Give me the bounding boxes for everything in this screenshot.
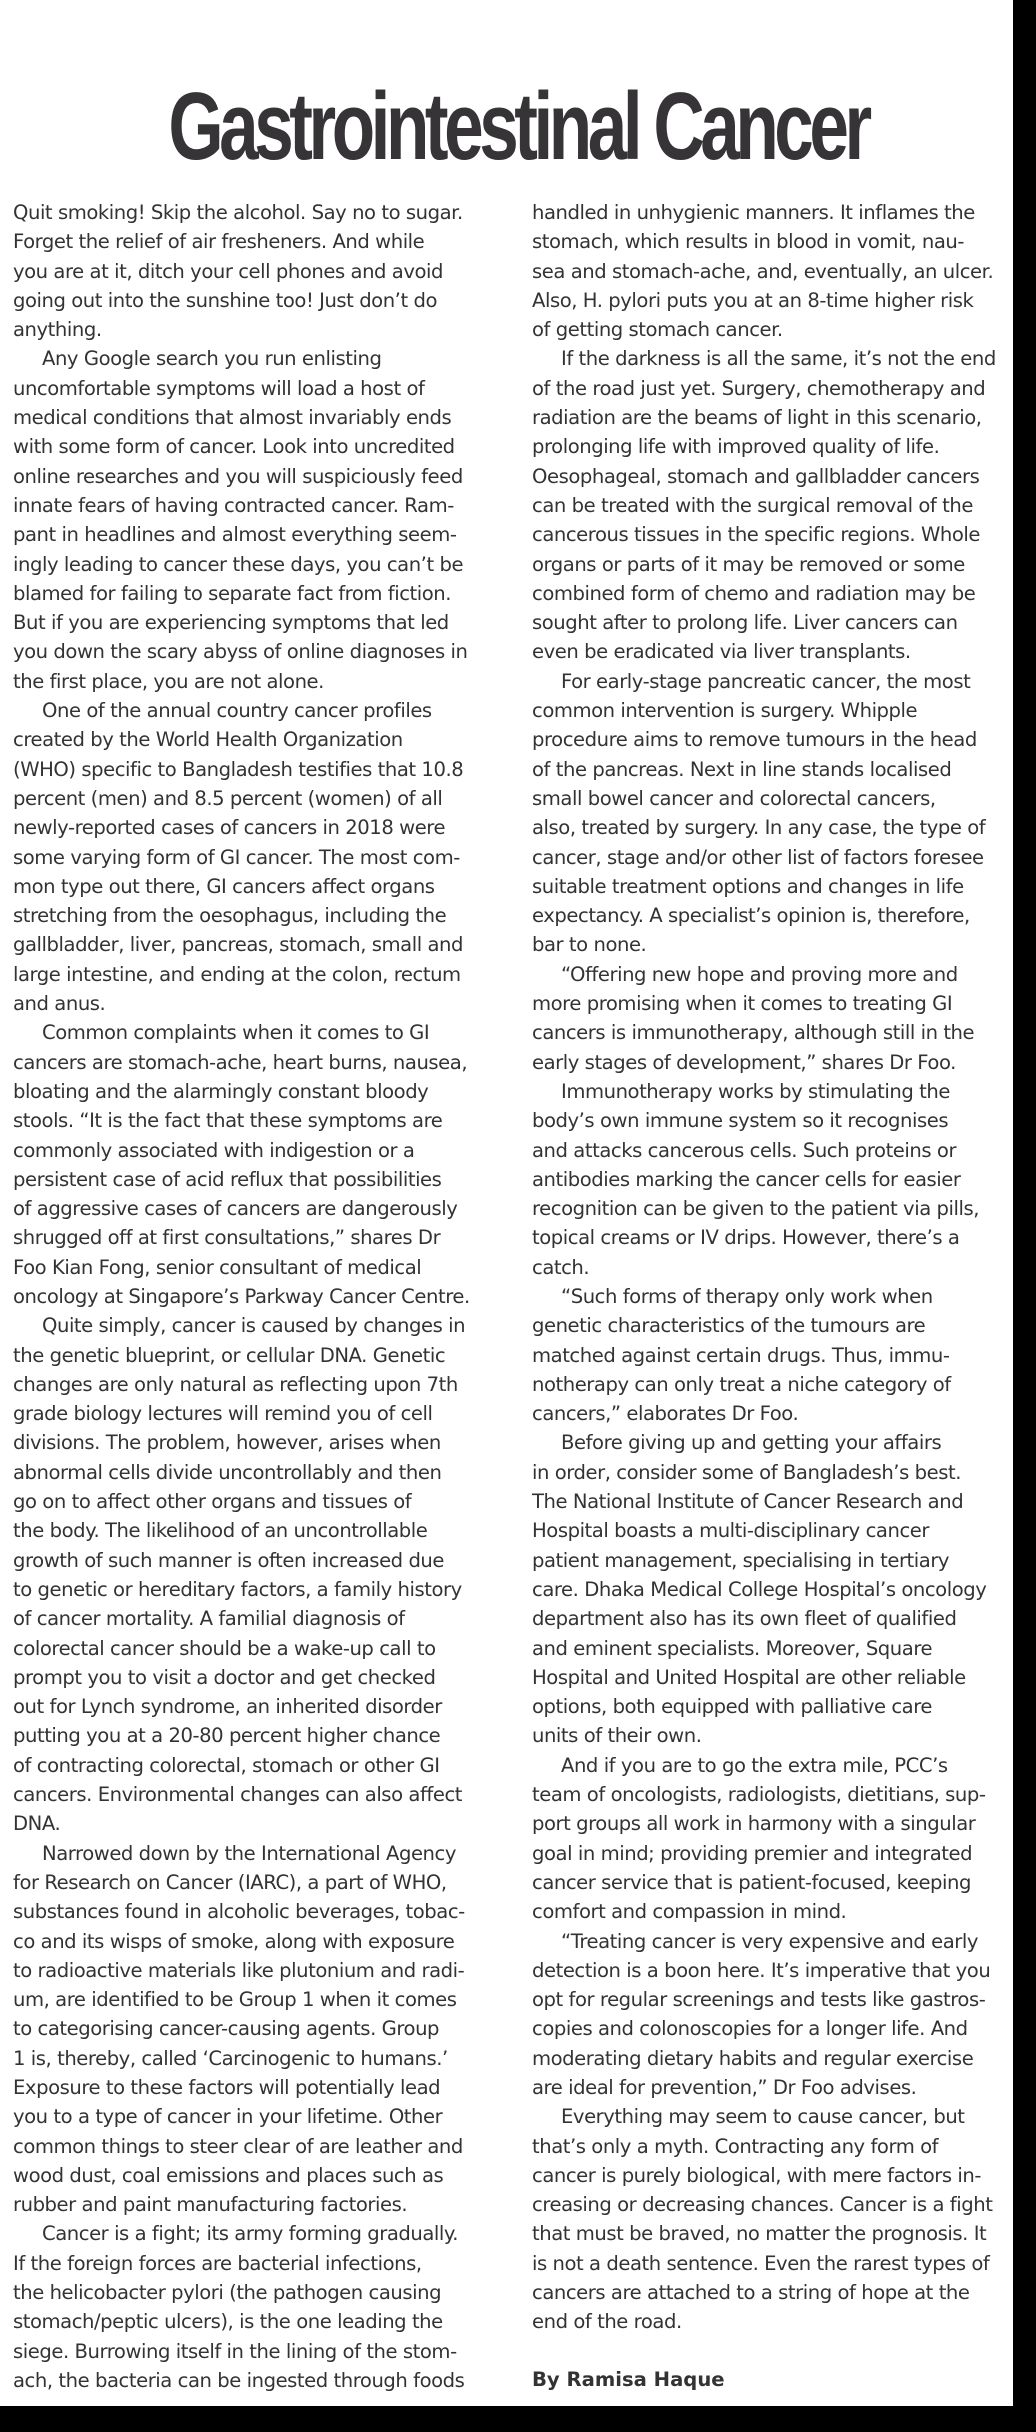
text-line: co and its wisps of smoke, along with exposure [13, 1929, 455, 1953]
text-line: team of oncologists, radiologists, dietitians, sup- [532, 1783, 986, 1807]
text-line: recognition can be given to the patient via pills, [532, 1197, 980, 1221]
text-line: cancer service that is patient-focused, keeping [532, 1870, 971, 1894]
left-column [13, 198, 503, 2395]
text-line: grade biology lectures will remind you of cell [13, 1402, 433, 1426]
text-line: Hospital boasts a multi-disciplinary cancer [532, 1519, 929, 1543]
text-line: wood dust, coal emissions and places such as [13, 2163, 444, 2187]
text-line: siege. Burrowing itself in the lining of the stom- [13, 2339, 457, 2363]
article-title: Gastrointestinal Cancer [168, 73, 868, 180]
text-line: comfort and compassion in mind. [532, 1900, 847, 1924]
text-line: body’s own immune system so it recognises [532, 1109, 949, 1133]
text-line: early stages of development,” shares Dr Foo. [532, 1050, 956, 1074]
text-line: newly-reported cases of cancers in 2018 were [13, 816, 446, 840]
text-line: and anus. [13, 992, 106, 1016]
text-line: Exposure to these factors will potentially lead [13, 2076, 441, 2099]
text-line: Forget the relief of air fresheners. And while [13, 230, 425, 254]
text-line: of aggressive cases of cancers are dangerously [13, 1197, 458, 1221]
text-line: of the road just yet. Surgery, chemotherapy and [532, 376, 986, 400]
text-line: sea and stomach-ache, and, eventually, an ulcer. [532, 259, 994, 283]
text-line: to categorising cancer-causing agents. Group [13, 2017, 440, 2041]
text-line: radiation are the beams of light in this scenario, [532, 406, 982, 430]
text-line: small bowel cancer and colorectal cancers, [532, 786, 936, 810]
text-line: abnormal cells divide uncontrollably and then [13, 1460, 442, 1484]
text-line: procedure aims to remove tumours in the head [532, 728, 977, 752]
text-line: created by the World Health Organization [13, 728, 403, 752]
text-line: percent (men) and 8.5 percent (women) of all [13, 786, 443, 810]
text-line: with some form of cancer. Look into uncredited [13, 435, 455, 459]
text-line: of getting stomach cancer. [532, 318, 783, 342]
text-line: pant in headlines and almost everything seem- [13, 523, 457, 547]
text-line: For early-stage pancreatic cancer, the most [561, 669, 971, 693]
text-line: uncomfortable symptoms will load a host of [13, 376, 425, 400]
text-line: some varying form of GI cancer. The most com- [13, 845, 460, 869]
text-line: If the darkness is all the same, it’s not the end [561, 347, 996, 371]
text-line: cancers,” elaborates Dr Foo. [532, 1402, 799, 1426]
text-line: (WHO) specific to Bangladesh testifies that 10.8 [13, 757, 464, 781]
text-line: “Treating cancer is very expensive and early [561, 1929, 979, 1953]
text-line: common intervention is surgery. Whipple [532, 699, 918, 723]
text-line: The National Institute of Cancer Research and [532, 1490, 964, 1514]
text-line: online researches and you will suspiciously feed [13, 464, 463, 488]
text-line: catch. [532, 1255, 590, 1279]
text-line: ach, the bacteria can be ingested through foods [13, 2368, 465, 2392]
text-line: bloating and the alarmingly constant bloody [13, 1079, 429, 1103]
text-line: cancer is purely biological, with mere factors in- [532, 2163, 981, 2187]
text-line: going out into the sunshine too! Just don’t do [13, 288, 437, 312]
text-line: detection is a boon here. It’s imperative that you [532, 1958, 991, 1982]
text-line: commonly associated with indigestion or a [13, 1138, 415, 1162]
text-line: cancer, stage and/or other list of factors foresee [532, 845, 984, 869]
text-line: is not a death sentence. Even the rarest types of [532, 2251, 990, 2275]
text-line: Quit smoking! Skip the alcohol. Say no to sugar. [13, 201, 463, 224]
text-line: substances found in alcoholic beverages, tobac- [13, 1900, 465, 1924]
text-line: Also, H. pylori puts you at an 8-time higher risk [532, 288, 974, 312]
text-line: anything. [13, 318, 102, 342]
text-line: stretching from the oesophagus, including the [13, 904, 447, 928]
text-line: also, treated by surgery. In any case, the type of [532, 816, 986, 840]
text-line: go on to affect other organs and tissues of [13, 1490, 412, 1514]
text-line: Foo Kian Fong, senior consultant of medical [13, 1255, 422, 1279]
text-line: bar to none. [532, 933, 647, 957]
text-line: “Offering new hope and proving more and [561, 962, 958, 986]
text-line: And if you are to go the extra mile, PCC’s [561, 1753, 948, 1777]
text-line: cancers. Environmental changes can also affect [13, 1783, 462, 1807]
text-line: Immunotherapy works by stimulating the [561, 1079, 950, 1103]
text-line: oncology at Singapore’s Parkway Cancer Centre. [13, 1284, 470, 1308]
text-line: more promising when it comes to treating GI [532, 992, 953, 1016]
text-line: care. Dhaka Medical College Hospital’s oncology [532, 1577, 987, 1601]
text-line: colorectal cancer should be a wake-up call to [13, 1636, 436, 1660]
text-line: But if you are experiencing symptoms that led [13, 611, 449, 635]
text-line: cancers are attached to a string of hope at the [532, 2281, 970, 2305]
text-line: cancers are stomach-ache, heart burns, nausea, [13, 1050, 468, 1074]
text-line: innate fears of having contracted cancer. Ram- [13, 493, 454, 517]
text-line: organs or parts of it may be removed or some [532, 552, 965, 576]
text-line: 1 is, thereby, called ‘Carcinogenic to humans.’ [13, 2046, 448, 2070]
text-line: stomach/peptic ulcers), is the one leading the [13, 2310, 443, 2334]
text-line: suitable treatment options and changes in life [532, 874, 964, 898]
text-line: matched against certain drugs. Thus, immu- [532, 1343, 950, 1367]
text-line: changes are only natural as reflecting upon 7th [13, 1372, 458, 1396]
text-line: blamed for failing to separate fact from fiction. [13, 581, 452, 605]
text-line: notherapy can only treat a niche category of [532, 1372, 951, 1396]
text-line: Cancer is a fight; its army forming gradually. [42, 2222, 459, 2246]
author-byline: By Ramisa Haque [532, 2367, 725, 2391]
text-line: goal in mind; providing premier and integrated [532, 1841, 973, 1865]
text-line: copies and colonoscopies for a longer life. And [532, 2017, 968, 2041]
text-line: the genetic blueprint, or cellular DNA. Genetic [13, 1343, 446, 1367]
text-line: units of their own. [532, 1724, 702, 1748]
text-line: you are at it, ditch your cell phones and avoid [13, 259, 444, 283]
text-line: expectancy. A specialist’s opinion is, therefore, [532, 904, 970, 928]
text-line: patient management, specialising in tertiary [532, 1548, 950, 1572]
text-line: opt for regular screenings and tests like gastros- [532, 1988, 986, 2012]
text-line: Common complaints when it comes to GI [42, 1021, 430, 1045]
text-line: that must be braved, no matter the prognosis. It [532, 2222, 987, 2246]
text-line: to genetic or hereditary factors, a family history [13, 1577, 462, 1601]
text-line: handled in unhygienic manners. It inflames the [532, 201, 975, 224]
text-line: the helicobacter pylori (the pathogen causing [13, 2281, 442, 2305]
text-line: mon type out there, GI cancers affect organs [13, 874, 435, 898]
text-line: for Research on Cancer (IARC), a part of WHO, [13, 1870, 447, 1894]
text-line: rubber and paint manufacturing factories. [13, 2193, 408, 2217]
text-line: Hospital and United Hospital are other reliable [532, 1665, 966, 1689]
text-line: department also has its own fleet of qualified [532, 1607, 957, 1631]
text-line: Quite simply, cancer is caused by changes in [42, 1314, 466, 1338]
text-line: um, are identified to be Group 1 when it comes [13, 1988, 457, 2012]
text-line: Everything may seem to cause cancer, but [561, 2105, 965, 2129]
text-line: cancers is immunotherapy, although still in the [532, 1021, 975, 1045]
text-line: options, both equipped with palliative care [532, 1695, 933, 1719]
text-line: you down the scary abyss of online diagnoses in [13, 640, 468, 664]
text-line: can be treated with the surgical removal of the [532, 493, 973, 517]
text-line: end of the road. [532, 2310, 682, 2334]
text-line: medical conditions that almost invariably ends [13, 406, 452, 430]
text-line: “Such forms of therapy only work when [561, 1284, 933, 1308]
text-line: are ideal for prevention,” Dr Foo advises. [532, 2076, 917, 2099]
text-line: DNA. [13, 1812, 61, 1836]
text-line: even be eradicated via liver transplants. [532, 640, 911, 664]
text-line: in order, consider some of Bangladesh’s best. [532, 1460, 961, 1484]
text-line: the body. The likelihood of an uncontrollable [13, 1519, 428, 1543]
text-line: moderating dietary habits and regular exercise [532, 2046, 974, 2070]
text-line: the first place, you are not alone. [13, 669, 324, 693]
text-line: of cancer mortality. A familial diagnosis of [13, 1607, 405, 1631]
text-line: and attacks cancerous cells. Such proteins or [532, 1138, 957, 1162]
text-line: genetic characteristics of the tumours are [532, 1314, 926, 1338]
text-line: Oesophageal, stomach and gallbladder cancers [532, 464, 980, 488]
text-line: stomach, which results in blood in vomit, nau- [532, 230, 964, 254]
text-line: gallbladder, liver, pancreas, stomach, small and [13, 933, 463, 957]
text-line: growth of such manner is often increased due [13, 1548, 444, 1572]
text-line: divisions. The problem, however, arises when [13, 1431, 441, 1455]
text-line: topical creams or IV drips. However, there’s a [532, 1226, 960, 1250]
text-line: putting you at a 20-80 percent higher chance [13, 1724, 441, 1748]
text-line: sought after to prolong life. Liver cancers can [532, 611, 958, 635]
text-line: out for Lynch syndrome, an inherited disorder [13, 1695, 442, 1719]
text-line: large intestine, and ending at the colon, rectum [13, 962, 461, 986]
text-line: Narrowed down by the International Agency [42, 1841, 456, 1865]
text-line: combined form of chemo and radiation may be [532, 581, 976, 605]
text-line: port groups all work in harmony with a singular [532, 1812, 976, 1836]
text-line: Before giving up and getting your affairs [561, 1431, 942, 1455]
text-line: antibodies marking the cancer cells for easier [532, 1167, 961, 1191]
text-line: and eminent specialists. Moreover, Square [532, 1636, 933, 1660]
text-line: stools. “It is the fact that these symptoms are [13, 1109, 443, 1133]
text-line: One of the annual country cancer profiles [42, 699, 432, 723]
text-line: of contracting colorectal, stomach or other GI [13, 1753, 440, 1777]
text-line: prompt you to visit a doctor and get checked [13, 1665, 436, 1689]
text-line: If the foreign forces are bacterial infections, [13, 2251, 422, 2275]
text-line: ingly leading to cancer these days, you can’t be [13, 552, 464, 576]
text-line: Any Google search you run enlisting [42, 347, 382, 371]
text-line: persistent case of acid reflux that possibilities [13, 1167, 442, 1191]
text-line: to radioactive materials like plutonium and radi- [13, 1958, 465, 1982]
text-line: shrugged off at first consultations,” shares Dr [13, 1226, 441, 1250]
text-line: creasing or decreasing chances. Cancer is a fight [532, 2193, 993, 2217]
text-line: that’s only a myth. Contracting any form of [532, 2134, 939, 2158]
text-line: cancerous tissues in the specific regions. Whole [532, 523, 980, 547]
text-line: prolonging life with improved quality of life. [532, 435, 940, 459]
text-line: you to a type of cancer in your lifetime. Other [13, 2105, 443, 2129]
text-line: of the pancreas. Next in line stands localised [532, 757, 952, 781]
text-line: common things to steer clear of are leather and [13, 2134, 463, 2158]
right-column [532, 198, 1013, 2394]
